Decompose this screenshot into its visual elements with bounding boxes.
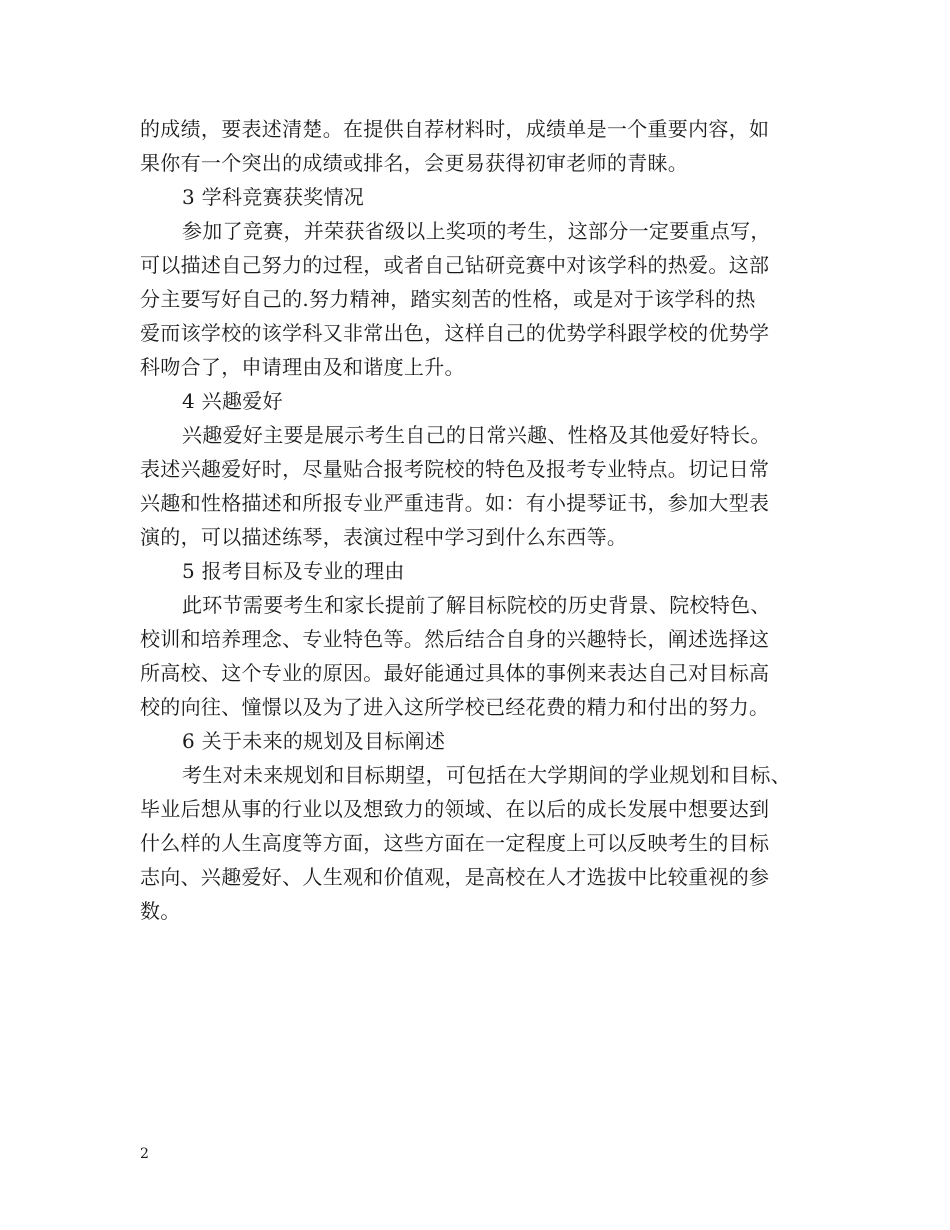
text-line: 表述兴趣爱好时，尽量贴合报考院校的特色及报考专业特点。切记日常	[140, 457, 770, 481]
text-line: 3 学科竞赛获奖情况	[182, 185, 365, 209]
text-line: 数。	[140, 899, 181, 923]
text-line: 的成绩，要表述清楚。在提供自荐材料时，成绩单是一个重要内容，如	[140, 117, 770, 141]
text-line: 4 兴趣爱好	[182, 389, 283, 413]
text-line: 考生对未来规划和目标期望，可包括在大学期间的学业规划和目标、	[182, 763, 791, 787]
text-line: 校的向往、憧憬以及为了进入这所学校已经花费的精力和付出的努力。	[140, 695, 770, 719]
text-line: 果你有一个突出的成绩或排名，会更易获得初审老师的青睐。	[140, 151, 689, 175]
text-line: 毕业后想从事的行业以及想致力的领域、在以后的成长发展中想要达到	[140, 797, 770, 821]
text-line: 此环节需要考生和家长提前了解目标院校的历史背景、院校特色、	[182, 593, 771, 617]
text-line: 6 关于未来的规划及目标阐述	[182, 729, 446, 753]
text-line: 志向、兴趣爱好、人生观和价值观，是高校在人才选拔中比较重视的参	[140, 865, 770, 889]
text-line: 参加了竞赛，并荣获省级以上奖项的考生，这部分一定要重点写，	[182, 219, 771, 243]
text-line: 什么样的人生高度等方面，这些方面在一定程度上可以反映考生的目标	[140, 831, 770, 855]
text-line: 演的，可以描述练琴，表演过程中学习到什么东西等。	[140, 525, 628, 549]
text-line: 可以描述自己努力的过程，或者自己钻研竞赛中对该学科的热爱。这部	[140, 253, 770, 277]
text-line: 科吻合了，申请理由及和谐度上升。	[140, 355, 465, 379]
page-number: 2	[140, 1146, 149, 1162]
text-line: 5 报考目标及专业的理由	[182, 559, 405, 583]
text-line: 所高校、这个专业的原因。最好能通过具体的事例来表达自己对目标高	[140, 661, 770, 685]
text-line: 兴趣和性格描述和所报专业严重违背。如：有小提琴证书，参加大型表	[140, 491, 770, 515]
document-body	[140, 112, 820, 928]
text-line: 分主要写好自己的.努力精神，踏实刻苦的性格，或是对于该学科的热	[140, 287, 756, 311]
text-line: 校训和培养理念、专业特色等。然后结合自身的兴趣特长，阐述选择这	[140, 627, 770, 651]
text-line: 兴趣爱好主要是展示考生自己的日常兴趣、性格及其他爱好特长。	[182, 423, 771, 447]
text-line: 爱而该学校的该学科又非常出色，这样自己的优势学科跟学校的优势学	[140, 321, 770, 345]
